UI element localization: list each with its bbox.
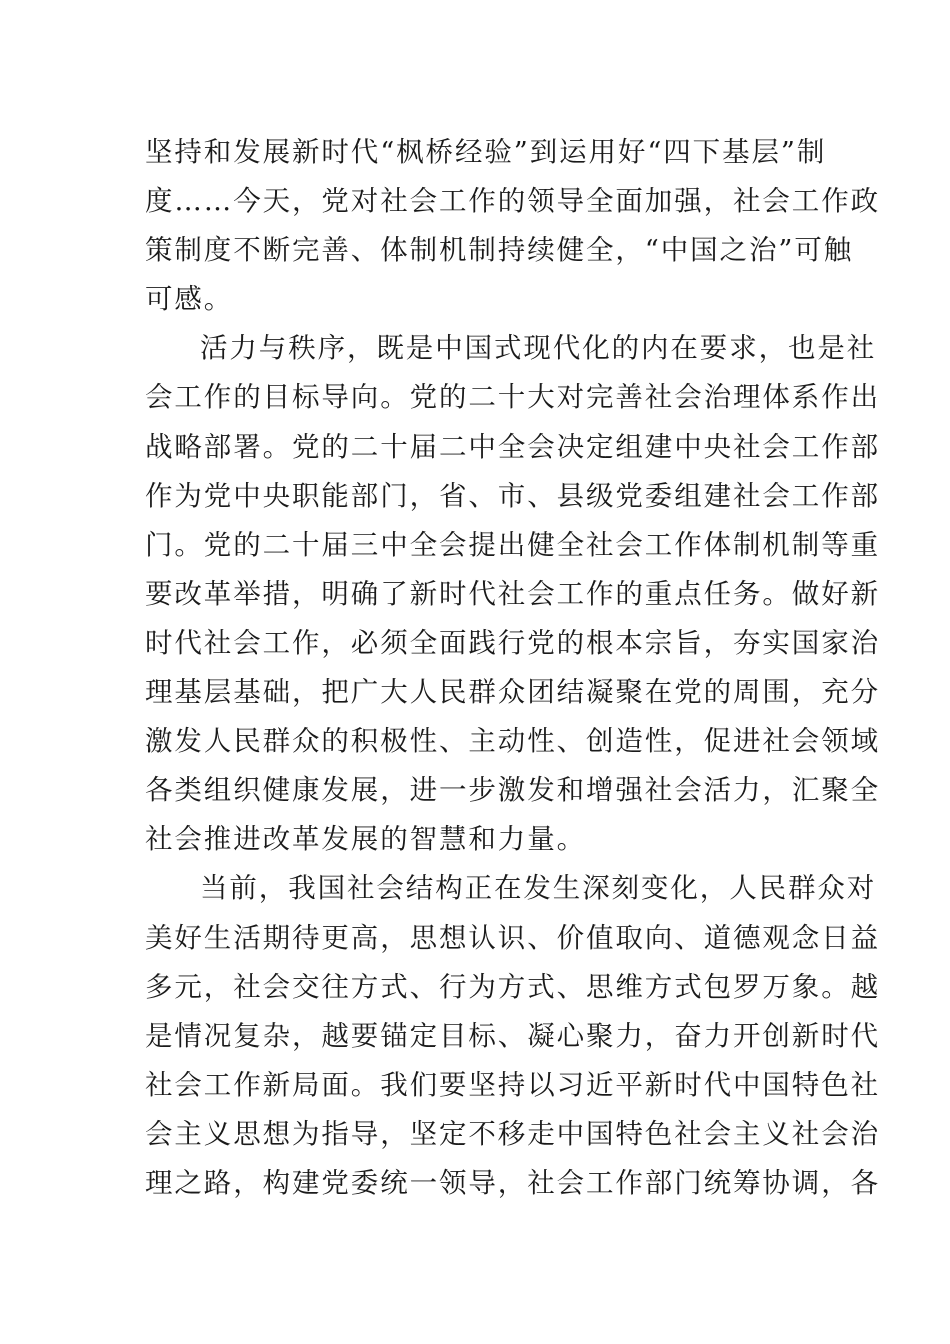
text-line: 时代社会工作，必须全面践行党的根本宗旨，夯实国家治 (145, 626, 880, 659)
text-line: 可感。 (145, 283, 234, 316)
paragraph (145, 324, 880, 864)
text-line: 策制度不断完善、体制机制持续健全，“中国之治”可触 (145, 234, 854, 267)
text-line: 是情况复杂，越要锚定目标、凝心聚力，奋力开创新时代 (145, 1019, 880, 1052)
paragraph (145, 864, 880, 1208)
text-line: 活力与秩序，既是中国式现代化的内在要求，也是社 (200, 332, 877, 365)
text-line: 美好生活期待更高，思想认识、价值取向、道德观念日益 (145, 921, 880, 954)
text-line: 当前，我国社会结构正在发生深刻变化，人民群众对 (200, 872, 877, 905)
text-line: 度……今天，党对社会工作的领导全面加强，社会工作政 (145, 185, 880, 218)
text-line: 战略部署。党的二十届二中全会决定组建中央社会工作部 (145, 430, 880, 463)
text-line: 要改革举措，明确了新时代社会工作的重点任务。做好新 (145, 577, 880, 610)
text-line: 各类组织健康发展，进一步激发和增强社会活力，汇聚全 (145, 774, 880, 807)
text-line: 多元，社会交往方式、行为方式、思维方式包罗万象。越 (145, 970, 880, 1003)
paragraph (145, 128, 880, 324)
text-line: 社会工作新局面。我们要坚持以习近平新时代中国特色社 (145, 1068, 880, 1101)
text-line: 门。党的二十届三中全会提出健全社会工作体制机制等重 (145, 528, 880, 561)
text-line: 会主义思想为指导，坚定不移走中国特色社会主义社会治 (145, 1117, 880, 1150)
text-line: 激发人民群众的积极性、主动性、创造性，促进社会领域 (145, 725, 880, 758)
text-line: 会工作的目标导向。党的二十大对完善社会治理体系作出 (145, 381, 880, 414)
text-line: 理之路，构建党委统一领导，社会工作部门统筹协调，各 (145, 1166, 880, 1199)
text-line: 理基层基础，把广大人民群众团结凝聚在党的周围，充分 (145, 676, 880, 709)
text-line: 作为党中央职能部门，省、市、县级党委组建社会工作部 (145, 479, 880, 512)
body-text (145, 128, 880, 1208)
text-line: 坚持和发展新时代“枫桥经验”到运用好“四下基层”制 (145, 136, 827, 168)
text-line: 社会推进改革发展的智慧和力量。 (145, 823, 586, 856)
